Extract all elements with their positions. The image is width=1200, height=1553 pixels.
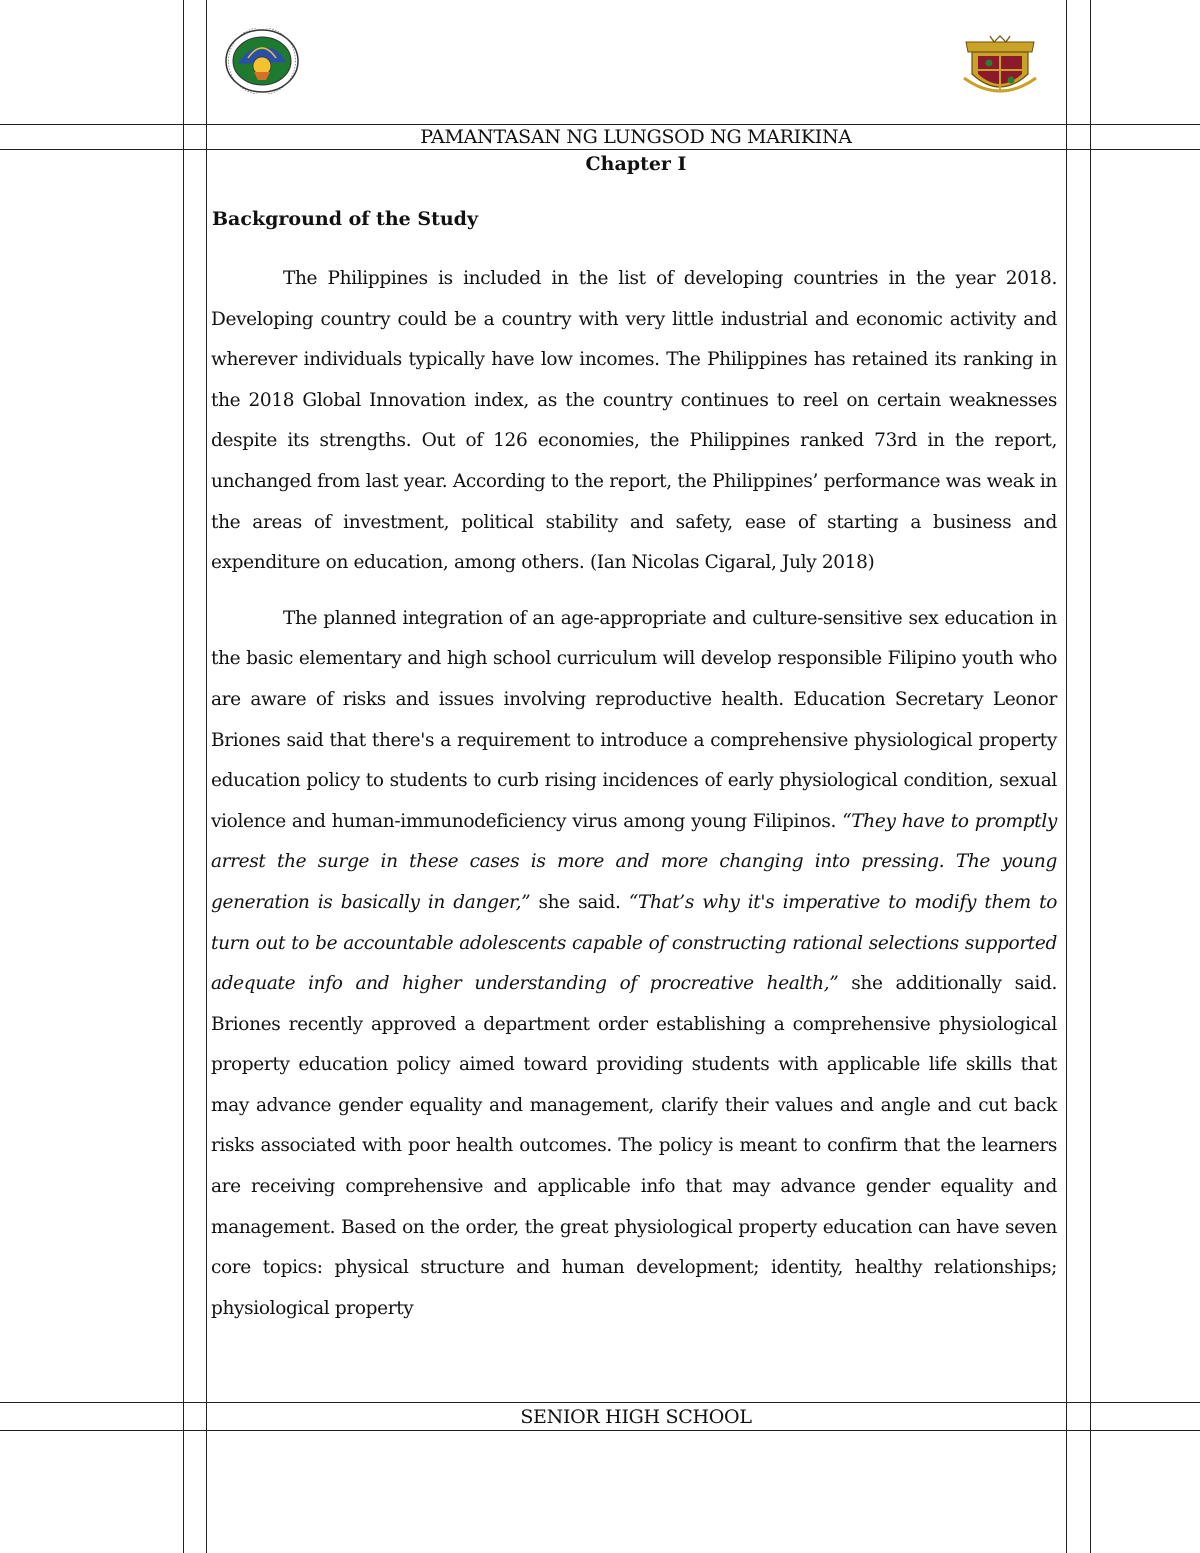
institution-header: PAMANTASAN NG LUNGSOD NG MARIKINA xyxy=(420,126,852,148)
chapter-title: Chapter I xyxy=(585,153,687,175)
frame-line-left-outer xyxy=(183,0,184,1553)
frame-line-header-top xyxy=(0,124,1200,125)
paragraph-2 xyxy=(211,599,1057,1330)
briones-quote-2: “That’s why it's imperative to modify them to turn out to be accountable adolescents capable of constructing rational selections supported adequate info and higher understanding of procreative health,” xyxy=(211,891,1057,995)
paragraph-2-part-3: she additionally said. Briones recently approved a department order establishing a comprehensive physiological property education policy aimed toward providing students with applicable life skills that may advance gender equality and management, clarify their values and angle and cut back risks associated with poor health outcomes. The policy is meant to confirm that the learners are receiving comprehensive and applicable info that may advance gender equality and management. Based on the order, the great physiological property education can have seven core topics: physical structure and human development; identity, healthy relationships; physiological property xyxy=(211,973,1058,1319)
section-heading: Background of the Study xyxy=(212,208,478,230)
paragraph-2-part-2: she said. xyxy=(530,891,629,913)
marikina-city-seal-icon xyxy=(224,28,300,98)
department-footer: SENIOR HIGH SCHOOL xyxy=(520,1406,752,1428)
paragraph-2-part-1: The planned integration of an age-appropriate and culture-sensitive sex education in the basic elementary and high school curriculum will develop responsible Filipino youth who are aware of risks and issues involving reproductive health. Education Secretary Leonor Briones said that there's a requirement to introduce a comprehensive physiological property education policy to students to curb rising incidences of early physiological condition, sexual violence and human-immunodeficiency virus among young Filipinos. xyxy=(211,607,1057,832)
paragraph-1: The Philippines is included in the list of developing countries in the year 2018. Developing country could be a country with very little industrial and economic activity and wherever individuals typically have low incomes. The Philippines has retained its ranking in the 2018 Global Innovation index, as the country continues to reel on certain weaknesses despite its strengths. Out of 126 economies, the Philippines ranked 73rd in the report, unchanged from last year. According to the report, the Philippines’ performance was weak in the areas of investment, political stability and safety, ease of starting a business and expenditure on education, among others. (Ian Nicolas Cigaral, July 2018) xyxy=(211,268,1057,574)
body-text xyxy=(211,259,1057,1329)
frame-line-footer-bottom xyxy=(0,1430,1200,1431)
frame-line-header-bottom xyxy=(0,149,1200,150)
plmar-crest-icon xyxy=(962,34,1038,106)
frame-line-right-inner xyxy=(1066,0,1067,1553)
frame-line-footer-top xyxy=(0,1402,1200,1403)
frame-line-right-outer xyxy=(1090,0,1091,1553)
briones-quote-1: “They have to promptly arrest the surge in these cases is more and more changing into pressing. The young generation is basically in danger,” xyxy=(211,810,1057,913)
frame-line-left-inner xyxy=(206,0,207,1553)
